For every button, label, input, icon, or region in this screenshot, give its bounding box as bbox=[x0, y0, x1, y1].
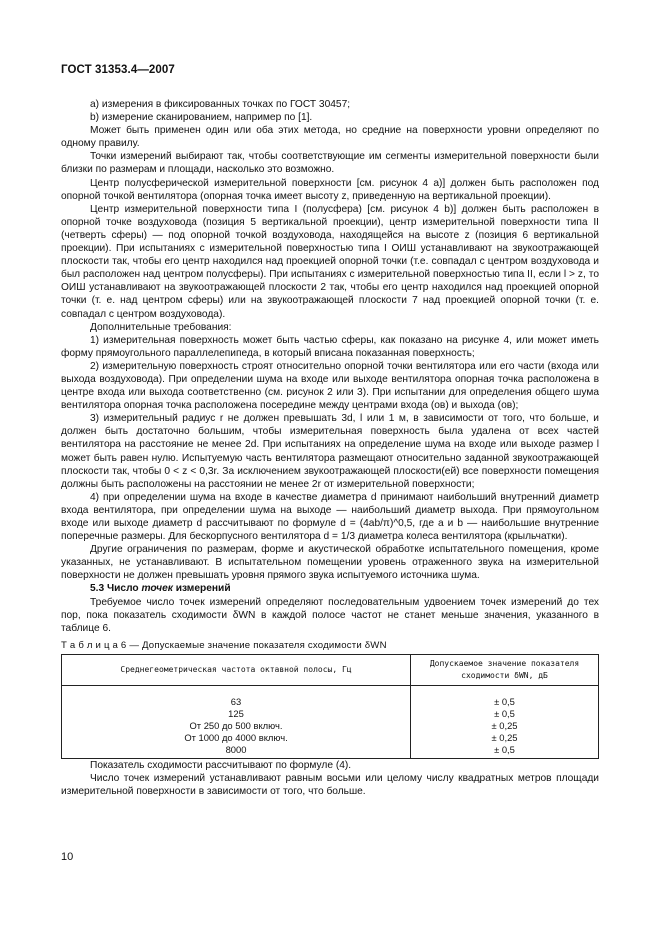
table-row bbox=[62, 732, 599, 744]
value-cell: ± 0,25 bbox=[411, 732, 599, 744]
document-header: ГОСТ 31353.4—2007 bbox=[61, 64, 175, 76]
section-title-prefix: 5.3 Число bbox=[90, 583, 142, 595]
paragraph: 1) измерительная поверхность может быть частью сферы, как показано на рисунке 4, или может иметь форму прямоугольного параллелепипеда, в который вписана показанная поверхность; bbox=[61, 334, 599, 359]
paragraph: Точки измерений выбирают так, чтобы соответствующие им сегменты измерительной поверхности были близки по размерам и площади, насколько это возможно. bbox=[61, 151, 599, 176]
value-cell: ± 0,25 bbox=[411, 720, 599, 732]
paragraph: Другие ограничения по размерам, форме и акустической обработке испытательного помещения, кроме указанных, не устанавливают. В испытательном помещении уровень отраженного звука на измерительной поверхности не должен превышать уровня прямого звука испытуемого источника шума. bbox=[61, 544, 599, 582]
table-row bbox=[62, 708, 599, 720]
section-heading bbox=[61, 582, 599, 595]
paragraph: a) измерения в фиксированных точках по ГОСТ 30457; bbox=[90, 99, 351, 110]
frequency-cell: От 1000 до 4000 включ. bbox=[62, 732, 411, 744]
table-row bbox=[62, 744, 599, 759]
frequency-cell: От 250 до 500 включ. bbox=[62, 720, 411, 732]
paragraph: b) измерение сканированием, например по [1]. bbox=[90, 112, 313, 124]
paragraph: Может быть применен один или оба этих метода, но средние на поверхности уровни определяют по одному правилу. bbox=[61, 125, 599, 150]
convergence-table bbox=[61, 654, 599, 759]
paragraph: Центр полусферической измерительной поверхности [см. рисунок 4 а)] должен быть расположен под опорной точкой вентилятора (опорная точка имеет высоту z, приведенную на вертикальной проекции). bbox=[61, 177, 599, 202]
paragraph: 2) измерительную поверхность строят относительно опорной точки вентилятора или его части (входа или выхода воздуховода). При определении шума на входе или выходе вентилятора опорная точка расположена в центре входа или выхода соответственно (см. рисунок 2 или 3). При испытании для определения общего шума вентилятора опорная точка расположена посередине между центрами входа (ов) и выхода (ов); bbox=[61, 360, 599, 412]
value-cell: ± 0,5 bbox=[411, 708, 599, 720]
page-number: 10 bbox=[61, 851, 74, 863]
section-title-suffix: измерений bbox=[172, 583, 231, 595]
document-body bbox=[61, 98, 599, 798]
table-caption: Т а б л и ц а 6 — Допускаемые значение показателя сходимости δWN bbox=[61, 639, 387, 651]
paragraph: 4) при определении шума на входе в качестве диаметра d принимают наибольший внутренний диаметр входа вентилятора, при определении шума на выходе — наибольший диаметр выхода. При прямоугольном входе или выходе диаметр d рассчитывают по формуле d = (4ab/π)^0,5, где a и b — наибольшие внутренние поперечные размеры. Для бескорпусного вентилятора d = 1/3 диаметра колеса вентилятора (крыльчатки). bbox=[61, 491, 599, 543]
paragraph: Центр измерительной поверхности типа I (полусфера) [см. рисунок 4 b)] должен быть расположен в опорной точке воздуховода (позиция 5 вертикальной проекции), центр измерительной поверхности типа II (четверть сферы) — под опорной точкой воздуховода, находящейся на высоте z (позиция 6 вертикальной проекции). При испытаниях с измерительной поверхностью типа I ОИШ устанавливают на звукоотражающей плоскости так, чтобы его центр находился над проекцией опорной точки (т.е. совпадал с центром воздуховода и был расположен над центром полусферы). При испытаниях с измерительной поверхностью типа II, если l > z, то ОИШ устанавливают на звукоотражающей плоскости 2 так, чтобы его центр находился над проекцией опорной точки (т. е. над центром сферы) или на звукоотражающей плоскости 7 над проекцией опорной точки (т. е. совпадал с центром воздуховода). bbox=[61, 203, 599, 320]
column-header-value: Допускаемое значение показателя сходимости δWN, дБ bbox=[411, 654, 599, 685]
paragraph: 3) измерительный радиус r не должен превышать 3d, l или 1 м, в зависимости от того, что больше, и должен быть достаточно большим, чтобы измерительная поверхность была удалена от всех частей вентилятора на расстояние не менее 2d. При испытаниях на определение шума на входе или выходе размер l может быть равен нулю. Испытуемую часть вентилятора размещают относительно заданной звукоотражающей плоскости так, чтобы 0 < z < 0,3r. За исключением звукоотражающей плоскости(ей) все поверхности помещения должны быть расположены на расстоянии не менее 2r от измерительной поверхности; bbox=[61, 413, 599, 490]
column-header-frequency: Среднегеометрическая частота октавной полосы, Гц bbox=[62, 654, 411, 685]
frequency-cell: 8000 bbox=[62, 744, 411, 759]
value-cell: ± 0,5 bbox=[411, 685, 599, 708]
paragraph: Дополнительные требования: bbox=[90, 321, 232, 333]
paragraph: Показатель сходимости рассчитывают по формуле (4). bbox=[90, 759, 352, 771]
section-title-emphasis: точек bbox=[141, 583, 173, 595]
value-cell: ± 0,5 bbox=[411, 744, 599, 759]
frequency-cell: 125 bbox=[62, 708, 411, 720]
frequency-cell: 63 bbox=[62, 685, 411, 708]
paragraph: Число точек измерений устанавливают равным восьми или целому числу квадратных метров площади измерительной поверхности в зависимости от того, что больше. bbox=[61, 773, 599, 798]
table-row bbox=[62, 720, 599, 732]
table-row bbox=[62, 685, 599, 708]
section-body: Требуемое число точек измерений определяют последовательным удвоением точек измерений до тех пор, пока показатель сходимости δWN в каждой полосе частот не станет меньше значения, указанного в таблице 6. bbox=[61, 596, 599, 634]
